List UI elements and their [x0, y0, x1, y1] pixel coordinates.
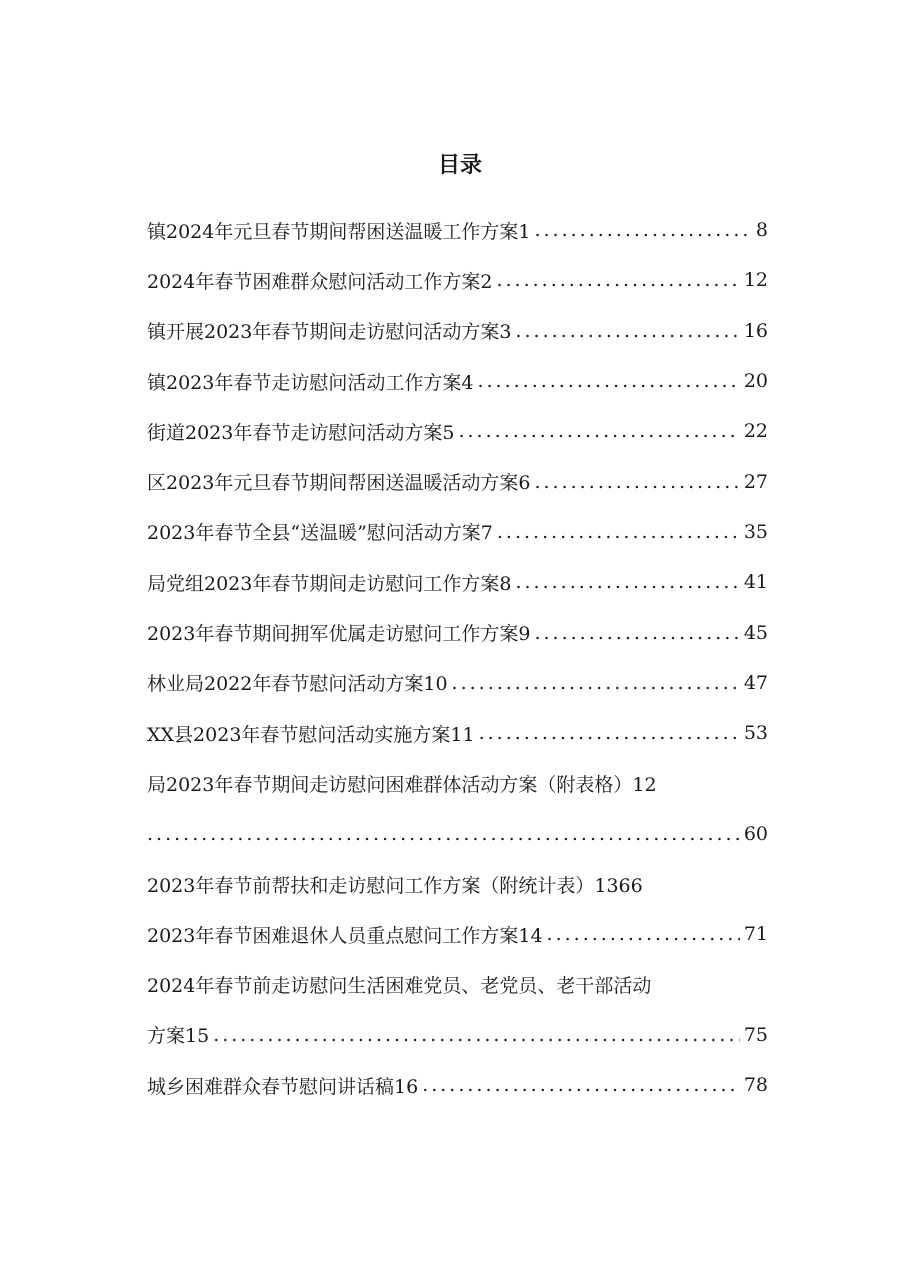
toc-entry-title: 城乡困难群众春节慰问讲话稿16	[147, 1075, 419, 1098]
toc-entry-page: 53	[743, 722, 768, 745]
toc-entry[interactable]	[147, 456, 768, 506]
dot-leader	[458, 420, 739, 442]
toc-entry[interactable]	[147, 205, 768, 255]
toc-entry[interactable]	[147, 909, 768, 959]
toc-entry-title: 方案15	[147, 1025, 210, 1048]
toc-entry-title: 2023年春节期间拥军优属走访慰问工作方案9	[147, 623, 531, 646]
table-of-contents	[147, 205, 768, 1110]
dot-leader	[515, 571, 739, 593]
toc-entry-page: 16	[743, 319, 768, 342]
toc-entry-page: 47	[743, 671, 768, 694]
toc-entry-page: 71	[743, 923, 768, 946]
dot-leader	[477, 370, 739, 392]
toc-entry[interactable]	[147, 356, 768, 406]
toc-entry-title: 2024年春节困难群众慰问活动工作方案2	[147, 270, 493, 293]
toc-entry[interactable]	[147, 859, 768, 909]
toc-entry-page: 60	[743, 822, 768, 845]
toc-entry-title: 2023年春节前帮扶和走访慰问工作方案（附统计表）1366	[147, 874, 643, 897]
toc-entry-page: 8	[755, 219, 768, 242]
toc-entry-page: 78	[743, 1074, 768, 1097]
toc-entry[interactable]	[147, 658, 768, 708]
toc-entry-title: 街道2023年春节走访慰问活动方案5	[147, 421, 455, 444]
dot-leader	[496, 269, 739, 291]
toc-entry-title: 局2023年春节期间走访慰问困难群体活动方案（附表格）12	[147, 773, 657, 796]
dot-leader	[534, 219, 751, 241]
dot-leader	[534, 471, 739, 493]
dot-leader	[515, 320, 739, 342]
toc-entry-title: 区2023年元旦春节期间帮困送温暖活动方案6	[147, 472, 531, 495]
toc-entry[interactable]	[147, 607, 768, 657]
toc-entry-page: 35	[743, 520, 768, 543]
toc-entry-title: XX县2023年春节慰问活动实施方案11	[147, 723, 475, 746]
toc-entry[interactable]	[147, 758, 768, 808]
dot-leader	[213, 1024, 740, 1046]
toc-entry-continuation[interactable]	[147, 1010, 768, 1060]
toc-entry[interactable]	[147, 1060, 768, 1110]
toc-entry-title: 2024年春节前走访慰问生活困难党员、老党员、老干部活动	[147, 975, 652, 998]
toc-entry-title: 镇开展2023年春节期间走访慰问活动方案3	[147, 321, 512, 344]
toc-entry-page: 27	[743, 470, 768, 493]
toc-entry-title: 镇2023年春节走访慰问活动工作方案4	[147, 371, 474, 394]
dot-leader	[452, 672, 740, 694]
dot-leader	[479, 722, 740, 744]
toc-entry-page: 22	[743, 420, 768, 443]
toc-entry-page: 45	[743, 621, 768, 644]
toc-entry[interactable]	[147, 959, 768, 1009]
dot-leader	[547, 923, 740, 945]
toc-entry-page: 20	[743, 370, 768, 393]
toc-entry[interactable]	[147, 306, 768, 356]
toc-entry[interactable]	[147, 406, 768, 456]
toc-entry[interactable]	[147, 507, 768, 557]
dot-leader	[147, 823, 740, 845]
toc-title: 目录	[437, 153, 482, 178]
toc-entry[interactable]	[147, 557, 768, 607]
toc-entry-title: 2023年春节全县“送温暖”慰问活动方案7	[147, 522, 493, 545]
toc-entry-continuation[interactable]	[147, 809, 768, 859]
toc-entry-page: 75	[743, 1023, 768, 1046]
toc-entry-title: 镇2024年元旦春节期间帮困送温暖工作方案1	[147, 220, 531, 243]
toc-entry[interactable]	[147, 255, 768, 305]
dot-leader	[534, 622, 739, 644]
dot-leader	[422, 1074, 740, 1096]
toc-entry[interactable]	[147, 708, 768, 758]
toc-entry-title: 林业局2022年春节慰问活动方案10	[147, 673, 448, 696]
toc-entry-title: 局党组2023年春节期间走访慰问工作方案8	[147, 572, 512, 595]
dot-leader	[497, 521, 740, 543]
toc-entry-page: 41	[743, 571, 768, 594]
toc-entry-title: 2023年春节困难退休人员重点慰问工作方案14	[147, 924, 543, 947]
toc-entry-page: 12	[743, 269, 768, 292]
